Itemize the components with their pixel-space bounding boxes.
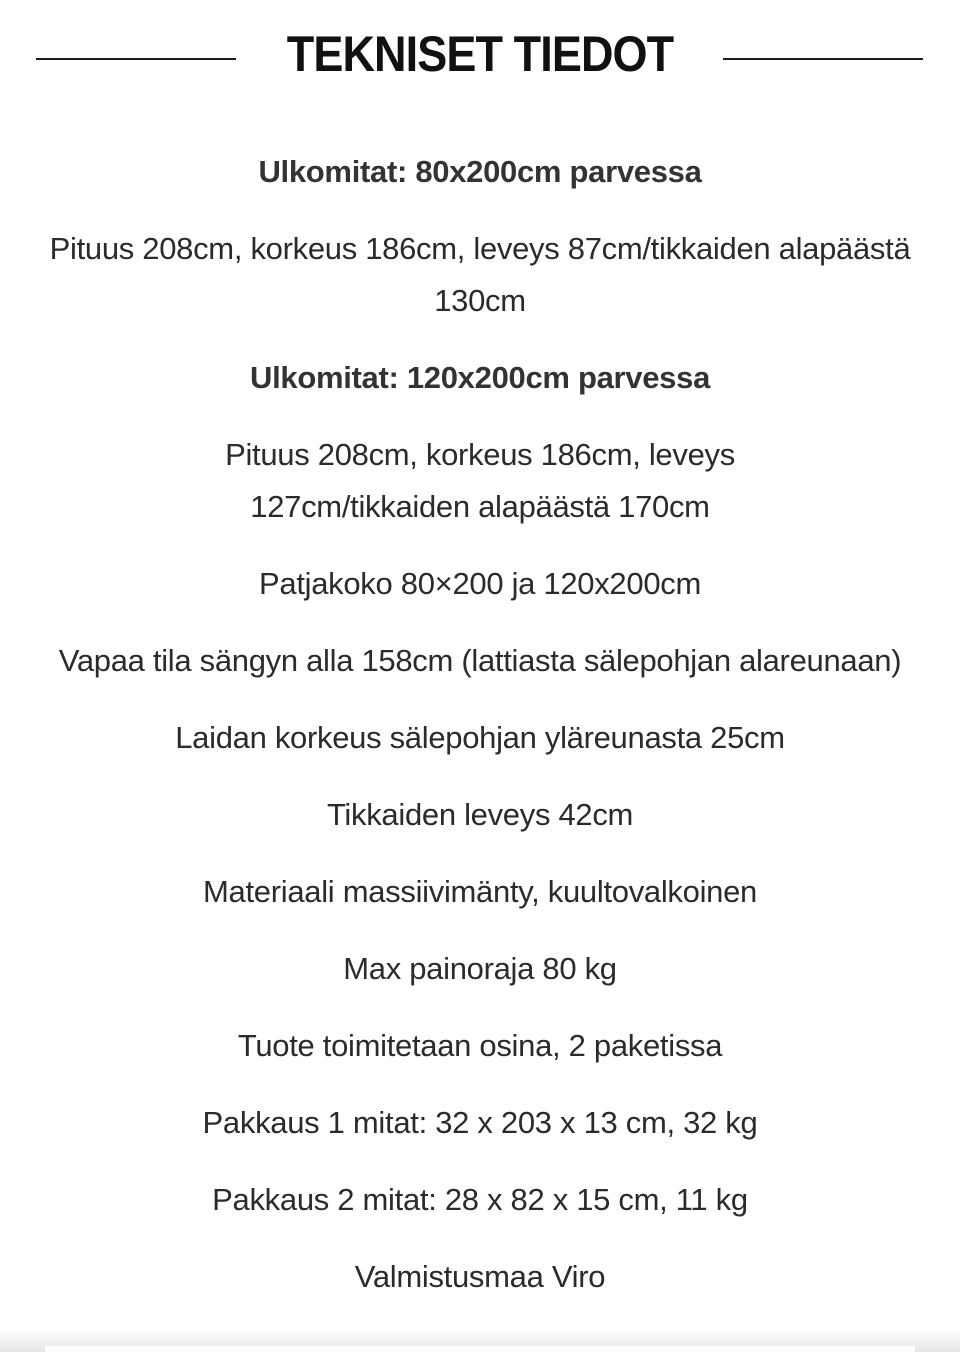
spec-item: Tikkaiden leveys 42cm <box>326 797 634 832</box>
spec-heading: Ulkomitat: 120x200cm parvessa <box>249 360 711 395</box>
section-header <box>0 22 960 86</box>
bottom-panel-shadow <box>0 1328 960 1352</box>
spec-item: Valmistusmaa Viro <box>354 1259 606 1294</box>
spec-item: Tuote toimitetaan osina, 2 paketissa <box>237 1028 723 1063</box>
spec-item: Patjakoko 80×200 ja 120x200cm <box>259 566 701 601</box>
spec-item: Pituus 208cm, korkeus 186cm, leveys 87cm/tikkaiden alapäästä 130cm <box>49 231 911 318</box>
section-title: TEKNISET TIEDOT <box>286 26 674 82</box>
bottom-panel <box>45 1346 915 1352</box>
spec-item: Materiaali massiivimänty, kuultovalkoinen <box>203 874 757 909</box>
spec-item: Vapaa tila sängyn alla 158cm (lattiasta sälepohjan alareunaan) <box>58 643 902 678</box>
spec-item: Max painoraja 80 kg <box>343 951 617 986</box>
spec-heading: Ulkomitat: 80x200cm parvessa <box>258 154 702 189</box>
spec-item: Pakkaus 1 mitat: 32 x 203 x 13 cm, 32 kg <box>202 1105 758 1140</box>
spec-item: Pakkaus 2 mitat: 28 x 82 x 15 cm, 11 kg <box>212 1182 748 1217</box>
spec-list <box>30 146 930 1328</box>
divider-right <box>723 58 923 60</box>
spec-item: Pituus 208cm, korkeus 186cm, leveys 127cm/tikkaiden alapäästä 170cm <box>225 437 735 524</box>
spec-item: Laidan korkeus sälepohjan yläreunasta 25cm <box>175 720 785 755</box>
